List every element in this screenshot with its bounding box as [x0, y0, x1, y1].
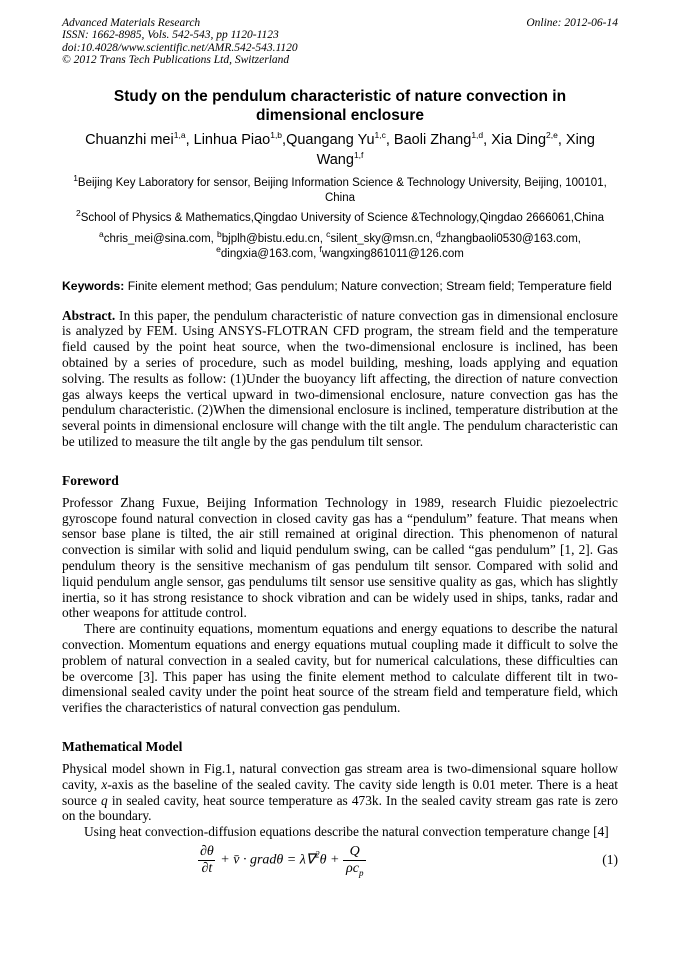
author-separator: ,: [557, 131, 566, 148]
paper-title: Study on the pendulum characteristic of nature convection in dimensional enclosure: [113, 87, 567, 124]
fraction-q-rhocp: [343, 844, 366, 876]
rho-c: ρc: [346, 860, 359, 876]
email-entry: [326, 228, 437, 245]
mathmodel-text-c: in sealed cavity, heat source temperature as 473k. In the sealed cavity stream gas rate is zero on the boundary.: [62, 792, 619, 824]
foreword-paragraph-2: There are continuity equations, momentum equations and energy equations to describe the natural convection. Momentum equations and energy equations mutual coupling made it difficult to solve the problem of natural convection in a sealed cavity, but for numerical calculations, these difficulties can be overcome [3]. This paper has using the finite element method to calculate different tilt in two-dimensional sealed cavity under the point heat source of the stream field and temperature field, which verifies the characteristics of natural convection gas pendulum.: [62, 621, 618, 716]
affiliation-line: [62, 207, 618, 226]
author: [193, 129, 287, 148]
online-date: Online: 2012-06-14: [526, 17, 618, 29]
fraction-numerator: ∂θ: [200, 843, 214, 859]
email-superscript: c: [326, 228, 331, 239]
author: [286, 129, 394, 148]
fraction-numerator: Q: [349, 843, 360, 859]
email-superscript: f: [319, 243, 322, 254]
email-entry: [217, 228, 327, 245]
issn-line: ISSN: 1662-8985, Vols. 542-543, pp 1120-1123: [62, 29, 279, 42]
fraction-denominator: [343, 860, 366, 877]
email-address: dingxia@163.com: [220, 247, 314, 260]
author-superscript: 1,d: [471, 129, 484, 140]
mathmodel-text-a: Physical model shown in Fig.1, natural convection gas stream area is two-dimensional square hollow cavity,: [62, 760, 618, 792]
foreword-paragraph-1: Professor Zhang Fuxue, Beijing Information Technology in 1989, research Fluidic piezoelectric gyroscope found natural convection in closed cavity gas has a “pendulum” feature. That means when sensor base plane is tilted, the air still remained at original direction. This phenomenon of natural convection is similar with solid and liquid pendulum swing, can be called “gas pendulum” [1, 2]. Gas pendulum theory is the sensitive mechanism of gas pendulum tilt sensor. Compared with solid and liquid pendulum angle sensor, gas pendulums tilt sensor use sensitive quality as gas, which has slightly inertia, so it has strong resistance to shock vibration and can be widely used in ships, tanks, radar and other weapons for attitude control.: [62, 494, 618, 621]
email-superscript: d: [436, 228, 441, 239]
affiliation-superscript: 1: [73, 172, 78, 183]
abstract-text: In this paper, the pendulum characteristic of nature convection gas in dimensional enclosure is analyzed by FEM. Using ANSYS-FLOTRAN CFD program, the stream field and the temperature field caused by the point heat source, when the two-dimensional enclosure is inclined, has been obtained by a series of procedure, such as model building, meshing, loads applying and equation solving. The results as follow: (1)Under the buoyancy lift affecting, the direction of nature convection gas always keeps the vertical upward in two-dimensional enclosure, nature convection gas has the pendulum characteristic. (2)When the dimensional enclosure is inclined, temperature distribution at the several points in dimensional enclosure will change with the tilt angle. The pendulum characteristic can be utilized to measure the tilt angle by the gas pendulum tilt sensor.: [62, 307, 618, 449]
email-line: [62, 228, 618, 262]
affiliation-superscript: 2: [75, 207, 81, 218]
email-separator: ,: [210, 232, 218, 245]
author-separator: ,: [185, 131, 194, 148]
equation-middle-1: + v̄ · gradθ = λ∇: [216, 852, 316, 868]
affiliation-block: [62, 172, 618, 226]
equation-middle-2: θ +: [319, 852, 343, 868]
copyright-line: © 2012 Trans Tech Publications Ltd, Switzerland: [62, 54, 290, 67]
mathmodel-text-b: -axis as the baseline of the sealed cavity. The cavity side length is 0.01 meter. There is a heat source: [62, 776, 618, 808]
author-superscript: 2,e: [546, 129, 558, 140]
email-entry: [436, 228, 581, 245]
email-entry: [216, 243, 320, 260]
author-superscript: 1,c: [374, 129, 386, 140]
nabla-exponent: 2: [315, 849, 320, 860]
email-entry: [319, 243, 464, 260]
author: [491, 129, 566, 148]
mathmodel-paragraph-1: [62, 761, 618, 824]
author-name: Linhua Piao: [193, 131, 271, 148]
author-superscript: 1,b: [270, 129, 283, 140]
author-separator: ,: [385, 131, 394, 148]
author-name: Quangang Yu: [286, 131, 375, 148]
author: [393, 129, 492, 148]
email-separator: ,: [429, 232, 437, 245]
email-superscript: e: [216, 243, 221, 254]
author-name: Xing Wang: [316, 131, 595, 168]
email-address: bjplh@bistu.edu.cn: [221, 232, 320, 245]
keywords-line: [62, 278, 618, 294]
journal-masthead: [62, 17, 618, 67]
email-superscript: a: [99, 228, 104, 239]
section-heading-foreword: Foreword: [62, 472, 119, 488]
email-address: wangxing861011@126.com: [321, 247, 464, 260]
author: [85, 129, 194, 148]
abstract-paragraph: [62, 308, 618, 450]
fraction-denominator: ∂t: [198, 860, 215, 877]
author-superscript: 1,f: [353, 149, 364, 160]
section-heading-mathematical-model: Mathematical Model: [62, 738, 183, 754]
email-separator: ,: [313, 247, 320, 260]
email-address: chris_mei@sina.com: [103, 232, 211, 245]
author-line: [62, 130, 618, 170]
keywords-text: Finite element method; Gas pendulum; Nature convection; Stream field; Temperature field: [124, 278, 612, 293]
email-entry: [99, 228, 218, 245]
affiliation-text: School of Physics & Mathematics,Qingdao University of Science &Technology,Qingdao 2666061,China: [80, 211, 605, 224]
email-address: silent_sky@msn.cn: [330, 232, 430, 245]
affiliation-line: [62, 172, 618, 206]
equation-1-row: [62, 844, 618, 876]
author-superscript: 1,a: [173, 129, 186, 140]
email-address: zhangbaoli0530@163.com: [440, 232, 578, 245]
author-separator: ,: [282, 131, 287, 148]
email-superscript: b: [217, 228, 222, 239]
author-name: Chuanzhi mei: [85, 131, 174, 148]
author-name: Baoli Zhang: [393, 131, 472, 148]
journal-name: Advanced Materials Research: [62, 17, 201, 29]
keywords-label: Keywords:: [62, 278, 125, 293]
equation-number: (1): [602, 852, 618, 868]
variable-x: x: [101, 776, 108, 792]
mathmodel-paragraph-2: Using heat convection-diffusion equations describe the natural convection temperature change [4]: [84, 824, 609, 840]
masthead-left: [62, 17, 298, 67]
variable-q: q: [101, 792, 108, 808]
fraction-dtheta-dt: [197, 844, 217, 876]
email-separator: ,: [319, 232, 327, 245]
author-separator: ,: [483, 131, 492, 148]
abstract-label: Abstract.: [62, 307, 116, 323]
doi-line: doi:10.4028/www.scientific.net/AMR.542-543.1120: [62, 41, 298, 54]
affiliation-text: Beijing Key Laboratory for sensor, Beijing Information Science & Technology University, Beijing, 100101, China: [77, 176, 607, 204]
equation-1-formula: [197, 844, 366, 876]
subscript-p: p: [358, 867, 364, 878]
email-separator: ,: [577, 232, 581, 245]
author-name: Xia Ding: [491, 131, 547, 148]
